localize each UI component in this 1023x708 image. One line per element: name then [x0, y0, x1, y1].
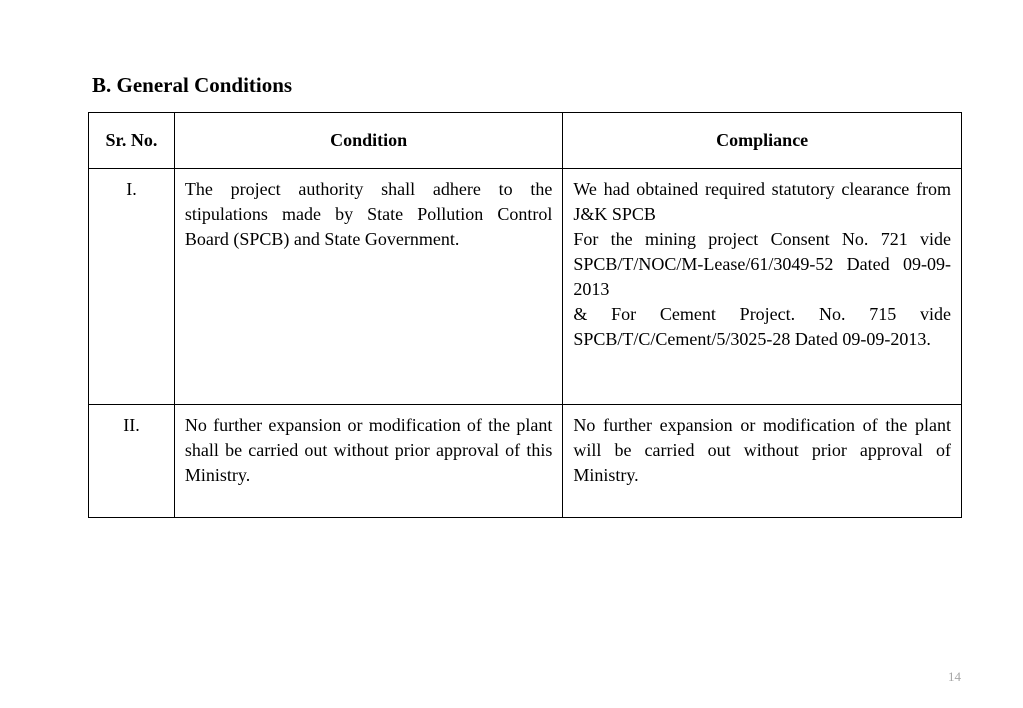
table-row: [89, 169, 962, 405]
row-sr-no: I.: [89, 169, 175, 405]
compliance-paragraph: No further expansion or modification of the plant will be carried out without prior approval of Ministry.: [573, 415, 951, 485]
row-condition: No further expansion or modification of the plant shall be carried out without prior approval of this Ministry.: [174, 405, 562, 518]
page-number: 14: [948, 669, 961, 684]
conditions-table: [88, 112, 962, 518]
header-sr-no: Sr. No.: [89, 113, 175, 169]
table-row: [89, 405, 962, 518]
header-condition: Condition: [174, 113, 562, 169]
row-condition: The project authority shall adhere to the stipulations made by State Pollution Control Board (SPCB) and State Government.: [174, 169, 562, 405]
row-sr-no: II.: [89, 405, 175, 518]
row-compliance: [563, 405, 962, 518]
compliance-paragraph: & For Cement Project. No. 715 vide SPCB/T/C/Cement/5/3025-28 Dated 09-09-2013.: [573, 304, 951, 349]
compliance-paragraph: For the mining project Consent No. 721 vide SPCB/T/NOC/M-Lease/61/3049-52 Dated 09-09-2013: [573, 229, 951, 299]
row-compliance: [563, 169, 962, 405]
compliance-paragraph: We had obtained required statutory clearance from J&K SPCB: [573, 179, 951, 224]
table-header-row: [89, 113, 962, 169]
header-compliance: Compliance: [563, 113, 962, 169]
section-title: B. General Conditions: [92, 73, 293, 97]
